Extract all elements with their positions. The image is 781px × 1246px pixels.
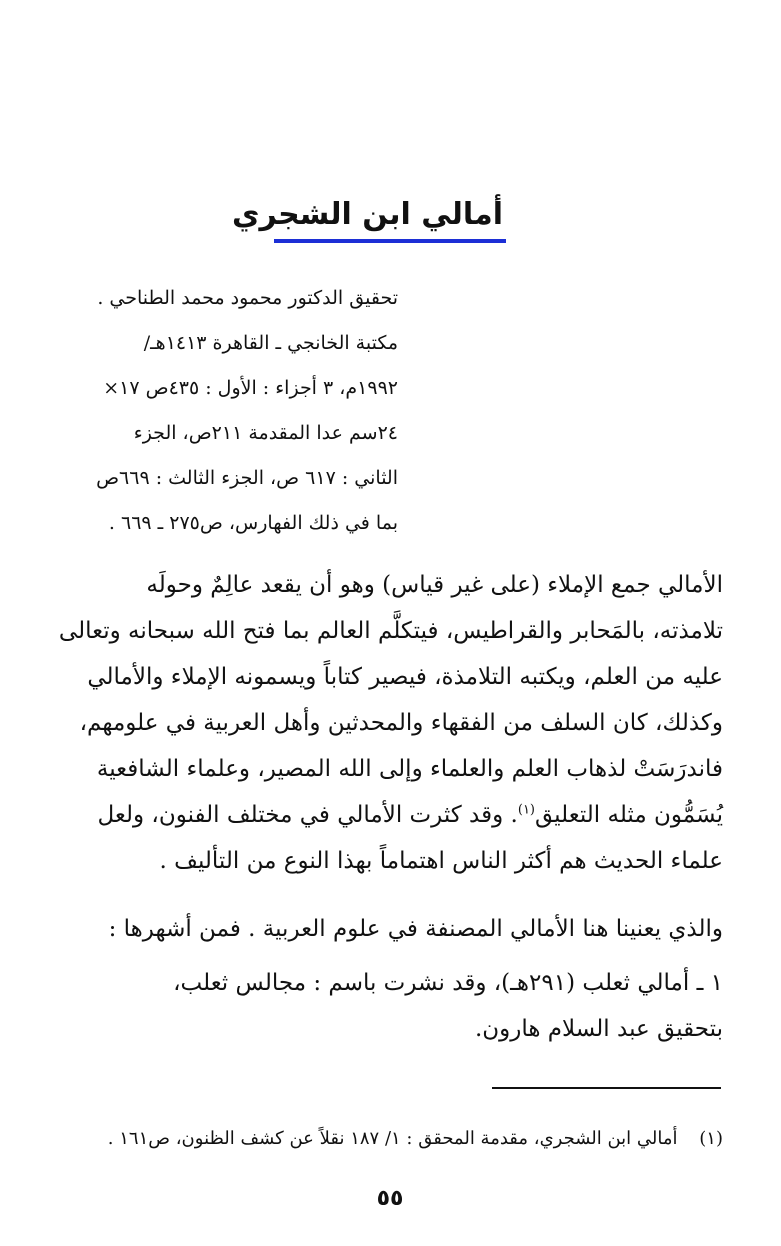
body-line: فاندرَسَتْ لذهاب العلم والعلماء وإلى الله المصير، وعلماء الشافعية <box>96 756 723 782</box>
body-line: علماء الحديث هم أكثر الناس اهتماماً بهذا النوع من التأليف . <box>159 848 723 874</box>
title-underline <box>274 239 506 243</box>
bibliography-line: ١٩٩٢م، ٣ أجزاء : الأول : ٤٣٥ص ١٧× <box>103 377 398 399</box>
bibliography-line: ٢٤سم عدا المقدمة ٢١١ص، الجزء <box>133 422 398 444</box>
body-line: عليه من العلم، ويكتبه التلامذة، فيصير كتاباً ويسمونه الإملاء والأمالي <box>87 664 723 690</box>
footnote-reference: (١) <box>517 802 535 818</box>
page-number: ٥٥ <box>376 1186 404 1211</box>
body-line-text: . وقد كثرت الأمالي في مختلف الفنون، ولعل <box>97 802 518 828</box>
body-line-text: يُسَمُّون مثله التعليق <box>535 802 723 828</box>
bibliography-block <box>52 276 398 546</box>
body-line: وكذلك، كان السلف من الفقهاء والمحدثين وأهل العربية في علومهم، <box>79 710 723 736</box>
body-line: بتحقيق عبد السلام هارون. <box>474 1016 723 1042</box>
footnote-marker: (١) <box>699 1128 723 1149</box>
body-paragraph-3 <box>57 960 723 1052</box>
body-line <box>57 792 723 838</box>
footnote <box>57 1122 723 1156</box>
bibliography-line: الثاني : ٦١٧ ص، الجزء الثالث : ٦٦٩ص <box>96 467 398 489</box>
body-line: والذي يعنينا هنا الأمالي المصنفة في علوم العربية . فمن أشهرها : <box>108 916 723 942</box>
bibliography-line: تحقيق الدكتور محمود محمد الطناحي . <box>97 287 398 309</box>
body-line: تلامذته، بالمَحابر والقراطيس، فيتكلَّم العالم بما فتح الله سبحانه وتعالى <box>58 618 723 644</box>
page-title: أمالي ابن الشجري <box>231 197 503 232</box>
body-paragraph-1 <box>57 562 723 884</box>
footnote-divider <box>492 1087 721 1089</box>
bibliography-line: بما في ذلك الفهارس، ص٢٧٥ ـ ٦٦٩ . <box>108 512 398 534</box>
body-line: ١ ـ أمالي ثعلب (٢٩١هـ)، وقد نشرت باسم : مجالس ثعلب، <box>173 970 723 996</box>
body-line: الأمالي جمع الإملاء (على غير قياس) وهو أن يقعد عالِمٌ وحولَه <box>146 572 723 598</box>
body-paragraph-2 <box>57 906 723 952</box>
footnote-text: أمالي ابن الشجري، مقدمة المحقق : ١/ ١٨٧ نقلاً عن كشف الظنون، ص١٦١ . <box>107 1128 678 1149</box>
bibliography-line: مكتبة الخانجي ـ القاهرة ١٤١٣هـ/ <box>143 332 398 354</box>
